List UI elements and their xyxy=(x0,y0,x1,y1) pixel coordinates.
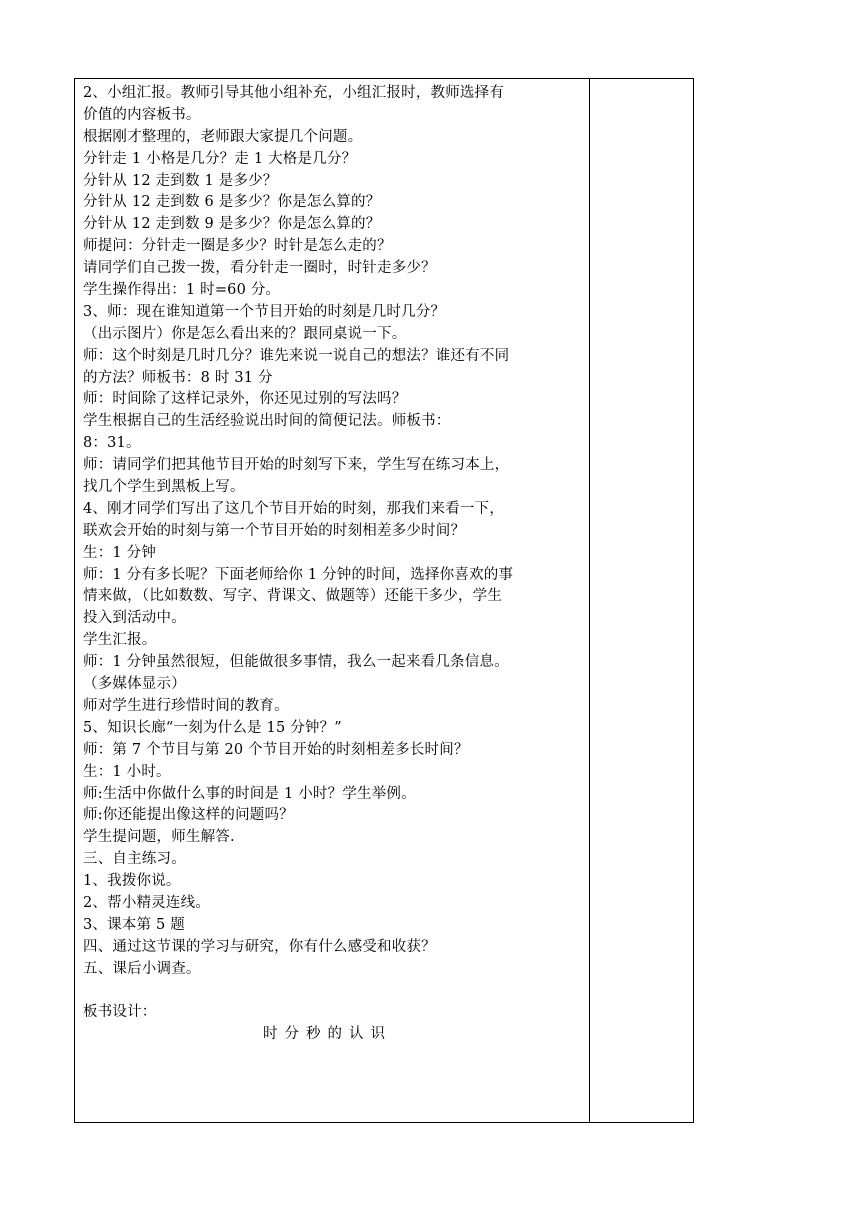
notes-cell xyxy=(590,79,693,1122)
text-line: 学生提问题，师生解答. xyxy=(83,829,235,846)
board-design-label: 板书设计： xyxy=(83,1004,157,1021)
text-line: 情来做，（比如数数、写字、背课文、做题等）还能干多少，学生 xyxy=(83,588,503,605)
text-line: 联欢会开始的时刻与第一个节目开始的时刻相差多少时间？ xyxy=(83,522,466,539)
text-line: 4、刚才同学们写出了这几个节目开始的时刻，那我们来看一下， xyxy=(83,500,505,517)
text-line: 1、我拨你说。 xyxy=(83,873,181,890)
text-line: 2、帮小精灵连线。 xyxy=(83,894,211,911)
text-line: 价值的内容板书。 xyxy=(83,106,201,123)
board-design-title: 时分秒的认识 xyxy=(263,1026,392,1043)
text-line: 的方法？师板书：8 时 31 分 xyxy=(83,369,273,386)
text-line: 投入到活动中。 xyxy=(83,610,186,627)
text-line: 学生操作得出：1 时=60 分。 xyxy=(83,282,281,299)
text-line: 学生汇报。 xyxy=(83,632,157,649)
text-line: 生：1 小时。 xyxy=(83,763,171,780)
text-line: 师：1 分有多长呢？下面老师给你 1 分钟的时间，选择你喜欢的事 xyxy=(83,566,514,583)
text-line: 四、通过这节课的学习与研究，你有什么感受和收获？ xyxy=(83,938,436,955)
text-line: 师提问：分针走一圈是多少？时针是怎么走的？ xyxy=(83,238,392,255)
text-line: 师：这个时刻是几时几分？谁先来说一说自己的想法？谁还有不同 xyxy=(83,347,510,364)
text-line: 根据刚才整理的，老师跟大家提几个问题。 xyxy=(83,128,363,145)
text-line: 师对学生进行珍惜时间的教育。 xyxy=(83,697,289,714)
text-line: 8：31。 xyxy=(83,435,141,452)
text-line: 分针从 12 走到数 9 是多少？你是怎么算的？ xyxy=(83,216,381,233)
text-line: 找几个学生到黑板上写。 xyxy=(83,479,245,496)
text-line: 师：请同学们把其他节目开始的时刻写下来，学生写在练习本上， xyxy=(83,457,510,474)
blank-line xyxy=(83,981,583,1003)
text-line: 2、小组汇报。教师引导其他小组补充，小组汇报时，教师选择有 xyxy=(83,85,505,101)
text-line: 三、自主练习。 xyxy=(83,851,186,868)
text-line: 师:生活中你做什么事的时间是 1 小时？学生举例。 xyxy=(83,785,416,802)
text-line: 师：第 7 个节目与第 20 个节目开始的时刻相差多长时间？ xyxy=(83,741,469,758)
text-line: 3、课本第 5 题 xyxy=(83,916,185,933)
text-line: 师：1 分钟虽然很短，但能做很多事情，我么一起来看几条信息。 xyxy=(83,654,509,671)
text-line: 五、课后小调查。 xyxy=(83,960,201,977)
lesson-content-cell xyxy=(83,83,583,1046)
text-line: 5、知识长廊“一刻为什么是 15 分钟？” xyxy=(83,719,342,736)
text-line: 师:你还能提出像这样的问题吗？ xyxy=(83,807,294,824)
text-line: 请同学们自己拨一拨，看分针走一圈时，时针走多少？ xyxy=(83,260,436,277)
text-line: 3、师：现在谁知道第一个节目开始的时刻是几时几分？ xyxy=(83,303,446,320)
text-line: 分针从 12 走到数 1 是多少？ xyxy=(83,172,278,189)
text-line: 生：1 分钟 xyxy=(83,544,157,561)
text-line: 师：时间除了这样记录外，你还见过别的写法吗？ xyxy=(83,391,407,408)
text-line: 分针走 1 小格是几分？走 1 大格是几分？ xyxy=(83,150,357,167)
text-line: 学生根据自己的生活经验说出时间的简便记法。师板书： xyxy=(83,413,451,430)
text-line: （多媒体显示） xyxy=(83,676,186,693)
lesson-table xyxy=(74,78,694,1123)
text-line: （出示图片）你是怎么看出来的？跟同桌说一下。 xyxy=(83,325,407,342)
text-line: 分针从 12 走到数 6 是多少？你是怎么算的？ xyxy=(83,194,381,211)
